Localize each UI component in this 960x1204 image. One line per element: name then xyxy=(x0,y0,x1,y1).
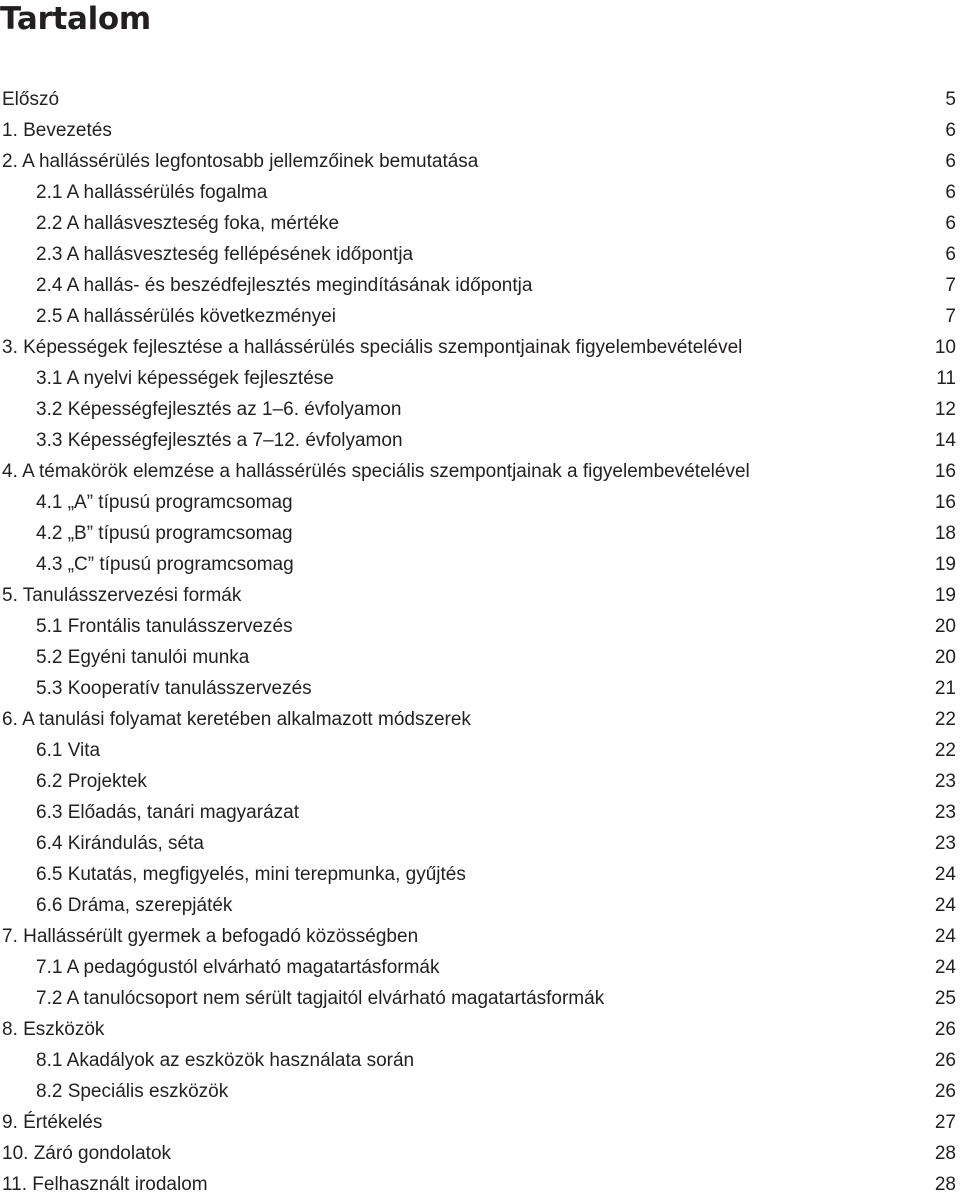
toc-entry-page-number: 11 xyxy=(936,368,956,389)
toc-entry-title: 3.3 Képességfejlesztés a 7–12. évfolyamon xyxy=(36,430,403,451)
toc-entry-page-number: 6 xyxy=(945,213,956,234)
toc-entry-page-number: 18 xyxy=(934,523,956,544)
toc-entry-title: 1. Bevezetés xyxy=(2,120,112,141)
toc-entry[interactable] xyxy=(0,580,960,611)
table-of-contents xyxy=(0,84,960,1200)
toc-entry[interactable] xyxy=(0,828,960,859)
toc-entry[interactable] xyxy=(0,1076,960,1107)
toc-entry-title: 3.1 A nyelvi képességek fejlesztése xyxy=(36,368,334,389)
toc-entry[interactable] xyxy=(0,363,960,394)
toc-entry[interactable] xyxy=(0,890,960,921)
toc-entry-title: 6.1 Vita xyxy=(36,740,101,761)
toc-entry[interactable] xyxy=(0,456,960,487)
toc-entry[interactable] xyxy=(0,1014,960,1045)
toc-entry[interactable] xyxy=(0,611,960,642)
toc-entry[interactable] xyxy=(0,394,960,425)
toc-entry-title: 6.3 Előadás, tanári magyarázat xyxy=(36,802,299,823)
toc-entry-page-number: 20 xyxy=(934,616,956,637)
toc-entry-page-number: 6 xyxy=(945,244,956,265)
toc-entry-title: 2.3 A hallásveszteség fellépésének időpontja xyxy=(36,244,414,265)
toc-entry[interactable] xyxy=(0,673,960,704)
toc-entry[interactable] xyxy=(0,301,960,332)
toc-entry-title: 9. Értékelés xyxy=(2,1112,103,1133)
toc-entry-title: 5.1 Frontális tanulásszervezés xyxy=(36,616,293,637)
toc-entry-title: 8.1 Akadályok az eszközök használata során xyxy=(36,1050,415,1071)
toc-entry-page-number: 28 xyxy=(934,1143,956,1164)
toc-entry-page-number: 24 xyxy=(934,926,956,947)
toc-entry-page-number: 26 xyxy=(934,1081,956,1102)
toc-entry-title: 10. Záró gondolatok xyxy=(2,1143,172,1164)
toc-entry[interactable] xyxy=(0,518,960,549)
toc-entry-page-number: 16 xyxy=(934,461,956,482)
toc-entry-title: 8.2 Speciális eszközök xyxy=(36,1081,229,1102)
toc-entry-page-number: 12 xyxy=(934,399,956,420)
toc-entry-page-number: 28 xyxy=(934,1174,956,1195)
toc-entry-page-number: 22 xyxy=(934,740,956,761)
toc-entry-title: 3.2 Képességfejlesztés az 1–6. évfolyamon xyxy=(36,399,402,420)
toc-entry[interactable] xyxy=(0,797,960,828)
toc-entry-page-number: 26 xyxy=(934,1019,956,1040)
toc-entry[interactable] xyxy=(0,921,960,952)
toc-entry-page-number: 6 xyxy=(945,120,956,141)
toc-entry-title: 11. Felhasznált irodalom xyxy=(2,1174,208,1195)
toc-entry-page-number: 19 xyxy=(934,585,956,606)
toc-entry[interactable] xyxy=(0,1169,960,1200)
toc-entry-title: 4.3 „C” típusú programcsomag xyxy=(36,554,294,575)
toc-entry[interactable] xyxy=(0,487,960,518)
toc-entry-page-number: 22 xyxy=(934,709,956,730)
toc-entry-title: 7.1 A pedagógustól elvárható magatartásformák xyxy=(36,957,440,978)
toc-entry-page-number: 24 xyxy=(934,895,956,916)
toc-entry-title: 6.2 Projektek xyxy=(36,771,147,792)
toc-entry-title: 2.4 A hallás- és beszédfejlesztés megindításának időpontja xyxy=(36,275,533,296)
toc-entry-title: 4. A témakörök elemzése a hallássérülés speciális szempontjainak a figyelembevételével xyxy=(2,461,750,482)
toc-entry-title: 8. Eszközök xyxy=(2,1019,105,1040)
toc-entry[interactable] xyxy=(0,1138,960,1169)
toc-entry-page-number: 16 xyxy=(934,492,956,513)
toc-entry[interactable] xyxy=(0,425,960,456)
toc-entry-page-number: 6 xyxy=(945,151,956,172)
toc-entry-title: 2.1 A hallássérülés fogalma xyxy=(36,182,268,203)
toc-entry-title: 2.2 A hallásveszteség foka, mértéke xyxy=(36,213,340,234)
toc-entry[interactable] xyxy=(0,270,960,301)
toc-entry-title: Előszó xyxy=(2,89,60,110)
toc-entry-page-number: 7 xyxy=(945,306,956,327)
toc-entry-title: 7. Hallássérült gyermek a befogadó közösségben xyxy=(2,926,419,947)
toc-entry[interactable] xyxy=(0,549,960,580)
toc-entry-page-number: 27 xyxy=(934,1112,956,1133)
toc-entry[interactable] xyxy=(0,115,960,146)
toc-entry-title: 6.5 Kutatás, megfigyelés, mini terepmunka, gyűjtés xyxy=(36,864,466,885)
toc-entry-page-number: 14 xyxy=(934,430,956,451)
toc-entry-title: 2. A hallássérülés legfontosabb jellemzőinek bemutatása xyxy=(2,151,479,172)
toc-entry-title: 6.4 Kirándulás, séta xyxy=(36,833,204,854)
toc-entry-page-number: 21 xyxy=(934,678,956,699)
toc-entry-title: 4.1 „A” típusú programcsomag xyxy=(36,492,293,513)
toc-entry[interactable] xyxy=(0,1045,960,1076)
toc-entry[interactable] xyxy=(0,642,960,673)
toc-entry-page-number: 5 xyxy=(945,89,956,110)
toc-entry[interactable] xyxy=(0,983,960,1014)
toc-entry[interactable] xyxy=(0,704,960,735)
toc-entry[interactable] xyxy=(0,177,960,208)
toc-entry-page-number: 7 xyxy=(945,275,956,296)
toc-entry[interactable] xyxy=(0,208,960,239)
toc-entry-title: 6. A tanulási folyamat keretében alkalmazott módszerek xyxy=(2,709,471,730)
toc-entry-page-number: 25 xyxy=(934,988,956,1009)
toc-entry-page-number: 19 xyxy=(934,554,956,575)
toc-entry-page-number: 6 xyxy=(945,182,956,203)
toc-entry-page-number: 23 xyxy=(934,771,956,792)
toc-entry[interactable] xyxy=(0,332,960,363)
toc-entry-page-number: 20 xyxy=(934,647,956,668)
toc-entry[interactable] xyxy=(0,146,960,177)
toc-entry-title: 5.3 Kooperatív tanulásszervezés xyxy=(36,678,312,699)
toc-entry-title: 4.2 „B” típusú programcsomag xyxy=(36,523,293,544)
toc-entry[interactable] xyxy=(0,84,960,115)
toc-entry[interactable] xyxy=(0,239,960,270)
toc-entry-page-number: 26 xyxy=(934,1050,956,1071)
toc-entry-page-number: 24 xyxy=(934,957,956,978)
toc-entry-page-number: 23 xyxy=(934,802,956,823)
toc-entry-page-number: 10 xyxy=(934,337,956,358)
toc-entry[interactable] xyxy=(0,1107,960,1138)
page-title: Tartalom xyxy=(0,1,151,37)
toc-entry[interactable] xyxy=(0,952,960,983)
toc-entry[interactable] xyxy=(0,859,960,890)
toc-entry-title: 5. Tanulásszervezési formák xyxy=(2,585,242,606)
toc-entry[interactable] xyxy=(0,735,960,766)
toc-entry-title: 7.2 A tanulócsoport nem sérült tagjaitól elvárható magatartásformák xyxy=(36,988,605,1009)
toc-entry-title: 6.6 Dráma, szerepjáték xyxy=(36,895,233,916)
toc-entry[interactable] xyxy=(0,766,960,797)
toc-entry-page-number: 24 xyxy=(934,864,956,885)
toc-entry-title: 2.5 A hallássérülés következményei xyxy=(36,306,336,327)
toc-entry-title: 3. Képességek fejlesztése a hallássérülés speciális szempontjainak figyelembevételével xyxy=(2,337,743,358)
toc-entry-title: 5.2 Egyéni tanulói munka xyxy=(36,647,250,668)
toc-entry-page-number: 23 xyxy=(934,833,956,854)
